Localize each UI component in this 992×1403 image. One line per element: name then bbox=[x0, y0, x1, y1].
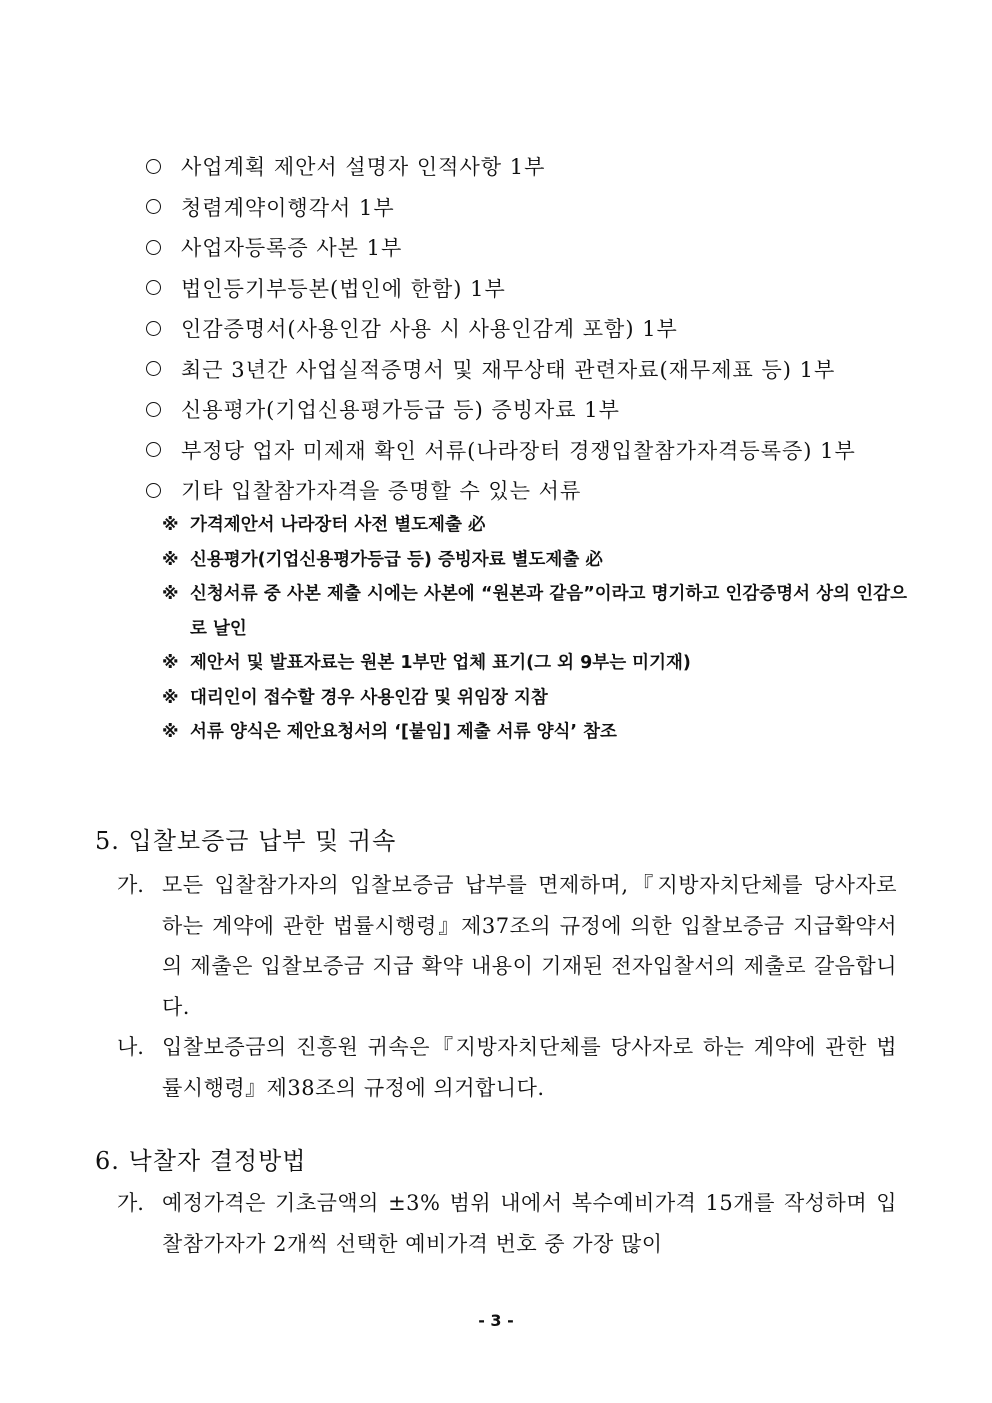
circle-bullet-icon bbox=[146, 159, 161, 174]
section-6-title: 6. 낙찰자 결정방법 bbox=[95, 1147, 307, 1175]
reference-mark-icon: ※ bbox=[162, 549, 179, 570]
list-item bbox=[140, 227, 910, 268]
reference-mark-icon: ※ bbox=[162, 515, 179, 535]
note-text: 신청서류 중 사본 제출 시에는 사본에 “원본과 같음”이라고 명기하고 인감증명서 상의 인감으로 날인 bbox=[190, 584, 907, 639]
reference-mark-icon: ※ bbox=[162, 722, 179, 742]
list-item bbox=[140, 146, 910, 187]
list-item bbox=[140, 349, 910, 390]
list-item bbox=[140, 430, 910, 471]
paragraph-text: 모든 입찰참가자의 입찰보증금 납부를 면제하며,『지방자치단체를 당사자로 하는 계약에 관한 법률시행령』제37조의 규정에 의한 입찰보증금 지급확약서의 제출은 입찰보증금 지급 확약 내용이 기재된 전자입찰서의 제출로 갈음합니다. bbox=[162, 873, 897, 1019]
circle-bullet-icon bbox=[146, 280, 161, 295]
list-item-text: 인감증명서(사용인감 사용 시 사용인감계 포함) 1부 bbox=[181, 317, 678, 342]
circle-bullet-icon bbox=[146, 442, 161, 457]
circle-bullet-icon bbox=[146, 199, 161, 214]
list-item-text: 최근 3년간 사업실적증명서 및 재무상태 관련자료(재무제표 등) 1부 bbox=[181, 357, 836, 382]
section-5-title: 5. 입찰보증금 납부 및 귀속 bbox=[95, 827, 397, 855]
circle-bullet-icon bbox=[146, 321, 161, 336]
reference-mark-icon: ※ bbox=[162, 687, 179, 708]
list-item bbox=[140, 470, 910, 511]
list-item-text: 사업계획 제안서 설명자 인적사항 1부 bbox=[181, 155, 546, 180]
note-text: 신용평가(기업신용평가등급 등) 증빙자료 별도제출 必 bbox=[190, 549, 603, 570]
list-item-text: 신용평가(기업신용평가등급 등) 증빙자료 1부 bbox=[181, 398, 620, 423]
note-item bbox=[162, 508, 907, 543]
note-item bbox=[162, 681, 907, 716]
required-documents-list bbox=[140, 146, 910, 511]
list-item bbox=[140, 268, 910, 309]
circle-bullet-icon bbox=[146, 483, 161, 498]
paragraph-label: 가. bbox=[117, 1191, 144, 1215]
note-item bbox=[162, 646, 907, 681]
note-text: 제안서 및 발표자료는 원본 1부만 업체 표기(그 외 9부는 미기재) bbox=[190, 653, 691, 673]
note-text: 서류 양식은 제안요청서의 ‘[붙임] 제출 서류 양식’ 참조 bbox=[190, 722, 617, 742]
list-item bbox=[140, 389, 910, 430]
reference-mark-icon: ※ bbox=[162, 584, 179, 604]
list-item-text: 부정당 업자 미제재 확인 서류(나라장터 경쟁입찰참가자격등록증) 1부 bbox=[181, 438, 856, 463]
circle-bullet-icon bbox=[146, 361, 161, 376]
reference-mark-icon: ※ bbox=[162, 653, 179, 673]
section-6-paragraph-a bbox=[117, 1183, 897, 1264]
note-text: 대리인이 접수할 경우 사용인감 및 위임장 지참 bbox=[190, 687, 548, 708]
notes-list bbox=[162, 508, 907, 750]
list-item-text: 법인등기부등본(법인에 한함) 1부 bbox=[181, 276, 506, 301]
section-5-paragraph-a bbox=[117, 865, 897, 1027]
paragraph-text: 입찰보증금의 진흥원 귀속은『지방자치단체를 당사자로 하는 계약에 관한 법률시행령』제38조의 규정에 의거합니다. bbox=[162, 1035, 897, 1100]
circle-bullet-icon bbox=[146, 402, 161, 417]
note-item bbox=[162, 577, 907, 646]
paragraph-text: 예정가격은 기초금액의 ±3% 범위 내에서 복수예비가격 15개를 작성하며 입찰참가자가 2개씩 선택한 예비가격 번호 중 가장 많이 bbox=[162, 1191, 897, 1256]
list-item-text: 청렴계약이행각서 1부 bbox=[181, 195, 395, 220]
list-item bbox=[140, 308, 910, 349]
list-item-text: 사업자등록증 사본 1부 bbox=[181, 236, 403, 261]
page-number: - 3 - bbox=[478, 1311, 514, 1330]
list-item bbox=[140, 187, 910, 228]
note-item bbox=[162, 715, 907, 750]
note-item bbox=[162, 543, 907, 578]
paragraph-label: 가. bbox=[117, 873, 144, 897]
paragraph-label: 나. bbox=[117, 1035, 144, 1059]
section-5-paragraph-b bbox=[117, 1027, 897, 1108]
circle-bullet-icon bbox=[146, 240, 161, 255]
list-item-text: 기타 입찰참가자격을 증명할 수 있는 서류 bbox=[181, 479, 582, 504]
note-text: 가격제안서 나라장터 사전 별도제출 必 bbox=[190, 515, 486, 535]
